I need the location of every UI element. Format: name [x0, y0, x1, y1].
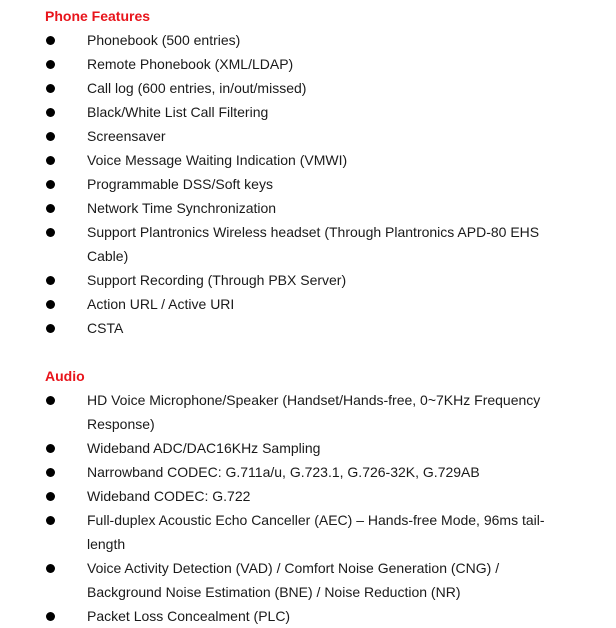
- list-item: [0, 220, 616, 268]
- list-item: [0, 460, 616, 484]
- list-item: [0, 316, 616, 340]
- list-item: [0, 388, 616, 436]
- bullet-icon: [46, 492, 55, 501]
- list-item-text: Packet Loss Concealment (PLC): [87, 608, 291, 624]
- section-heading-phone-features: Phone Features: [45, 8, 151, 24]
- list-item: [0, 52, 616, 76]
- bullet-icon: [46, 516, 55, 525]
- list-item: [0, 172, 616, 196]
- list-item-text: Wideband CODEC: G.722: [87, 488, 251, 504]
- list-item-text: Network Time Synchronization: [87, 200, 277, 216]
- list-item-text: Black/White List Call Filtering: [87, 104, 269, 120]
- list-item: [0, 196, 616, 220]
- phone-features-list: [0, 28, 616, 340]
- list-item-text: HD Voice Microphone/Speaker (Handset/Hands-free, 0~7KHz Frequency Response): [87, 392, 541, 432]
- bullet-icon: [46, 324, 55, 333]
- bullet-icon: [46, 612, 55, 621]
- list-item: [0, 76, 616, 100]
- list-item: [0, 604, 616, 628]
- bullet-icon: [46, 564, 55, 573]
- list-item: [0, 292, 616, 316]
- list-item-text: Wideband ADC/DAC16KHz Sampling: [87, 440, 321, 456]
- bullet-icon: [46, 60, 55, 69]
- list-item-text: CSTA: [87, 320, 124, 336]
- list-item: [0, 148, 616, 172]
- bullet-icon: [46, 444, 55, 453]
- list-item: [0, 100, 616, 124]
- list-item: [0, 28, 616, 52]
- audio-features-list: [0, 388, 616, 628]
- list-item: [0, 484, 616, 508]
- list-item-text: Voice Activity Detection (VAD) / Comfort Noise Generation (CNG) / Background Noise Estimation (BNE) / Noise Reduction (NR): [87, 560, 500, 600]
- list-item-text: Programmable DSS/Soft keys: [87, 176, 273, 192]
- bullet-icon: [46, 204, 55, 213]
- list-item-text: Screensaver: [87, 128, 166, 144]
- bullet-icon: [46, 108, 55, 117]
- list-item: [0, 268, 616, 292]
- bullet-icon: [46, 84, 55, 93]
- list-item: [0, 124, 616, 148]
- bullet-icon: [46, 300, 55, 309]
- list-item-text: Remote Phonebook (XML/LDAP): [87, 56, 294, 72]
- bullet-icon: [46, 228, 55, 237]
- list-item-text: Full-duplex Acoustic Echo Canceller (AEC) – Hands-free Mode, 96ms tail-length: [87, 512, 545, 552]
- list-item: [0, 436, 616, 460]
- list-item-text: Support Plantronics Wireless headset (Through Plantronics APD-80 EHS Cable): [87, 224, 540, 264]
- bullet-icon: [46, 276, 55, 285]
- list-item-text: Support Recording (Through PBX Server): [87, 272, 347, 288]
- bullet-icon: [46, 396, 55, 405]
- bullet-icon: [46, 468, 55, 477]
- bullet-icon: [46, 156, 55, 165]
- list-item: [0, 508, 616, 556]
- list-item-text: Narrowband CODEC: G.711a/u, G.723.1, G.726-32K, G.729AB: [87, 464, 480, 480]
- list-item-text: Action URL / Active URI: [87, 296, 235, 312]
- list-item: [0, 556, 616, 604]
- list-item-text: Call log (600 entries, in/out/missed): [87, 80, 307, 96]
- bullet-icon: [46, 132, 55, 141]
- list-item-text: Voice Message Waiting Indication (VMWI): [87, 152, 348, 168]
- bullet-icon: [46, 36, 55, 45]
- section-heading-audio: Audio: [45, 368, 85, 384]
- list-item-text: Phonebook (500 entries): [87, 32, 241, 48]
- bullet-icon: [46, 180, 55, 189]
